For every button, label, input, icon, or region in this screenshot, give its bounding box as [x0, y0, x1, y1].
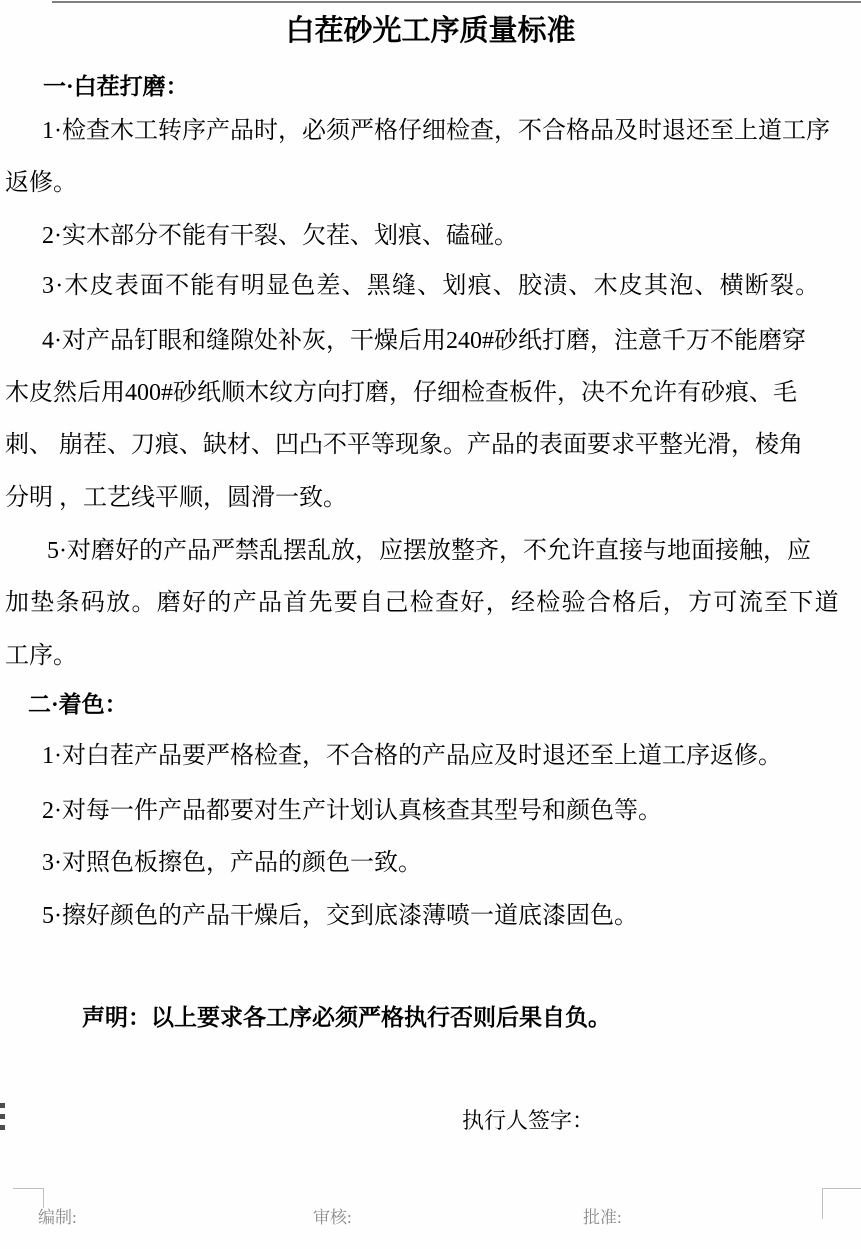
paragraph-line: 5·对磨好的产品严禁乱摆乱放，应摆放整齐，不允许直接与地面接触，应: [47, 538, 811, 564]
paragraph-line: 刺、 崩茬、刀痕、缺材、凹凸不平等现象。产品的表面要求平整光滑，棱角: [5, 432, 803, 458]
paragraph-line: 工序。: [5, 643, 77, 669]
footer-boundary-mark-right: [822, 1188, 861, 1219]
paragraph-line: 返修。: [5, 170, 77, 196]
edge-dot: [0, 1125, 5, 1130]
edge-dot: [0, 1114, 5, 1119]
footer-prepared-label: 编制:: [38, 1208, 77, 1227]
footer-approved-label: 批准:: [583, 1208, 622, 1227]
statement-line: 声明：以上要求各工序必须严格执行否则后果自负。: [82, 1005, 611, 1030]
top-rule: [52, 1, 861, 3]
paragraph-line: 分明 ，工艺线平顺，圆滑一致。: [5, 485, 347, 511]
page-title: 白茬砂光工序质量标准: [285, 15, 576, 47]
paragraph-line: 3·木皮表面不能有明显色差、黑缝、划痕、胶渍、木皮其泡、横断裂。: [42, 273, 821, 299]
section-1-heading: 一·白茬打磨：: [43, 74, 189, 99]
signature-label: 执行人签字：: [462, 1108, 595, 1133]
section-2-heading: 二·着色：: [28, 692, 128, 717]
footer-reviewed-label: 审核:: [313, 1208, 352, 1227]
paragraph-line: 1·对白茬产品要严格检查，不合格的产品应及时退还至上道工序返修。: [42, 743, 782, 769]
paragraph-line: 木皮然后用400#砂纸顺木纹方向打磨，仔细检查板件，决不允许有砂痕、毛: [5, 380, 797, 406]
paragraph-line: 1·检查木工转序产品时，必须严格仔细检查，不合格品及时退还至上道工序: [42, 118, 830, 144]
paragraph-line: 4·对产品钉眼和缝隙处补灰，干燥后用240#砂纸打磨，注意千万不能磨穿: [42, 328, 806, 354]
paragraph-line: 2·对每一件产品都要对生产计划认真核查其型号和颜色等。: [42, 798, 662, 824]
paragraph-line: 加垫条码放。磨好的产品首先要自己检查好，经检验合格后，方可流至下道: [5, 590, 840, 616]
paragraph-line: 3·对照色板擦色，产品的颜色一致。: [42, 850, 422, 876]
paragraph-line: 5·擦好颜色的产品干燥后，交到底漆薄喷一道底漆固色。: [42, 903, 638, 929]
paragraph-line: 2·实木部分不能有干裂、欠茬、划痕、磕碰。: [42, 223, 518, 249]
edge-dot: [0, 1103, 5, 1108]
